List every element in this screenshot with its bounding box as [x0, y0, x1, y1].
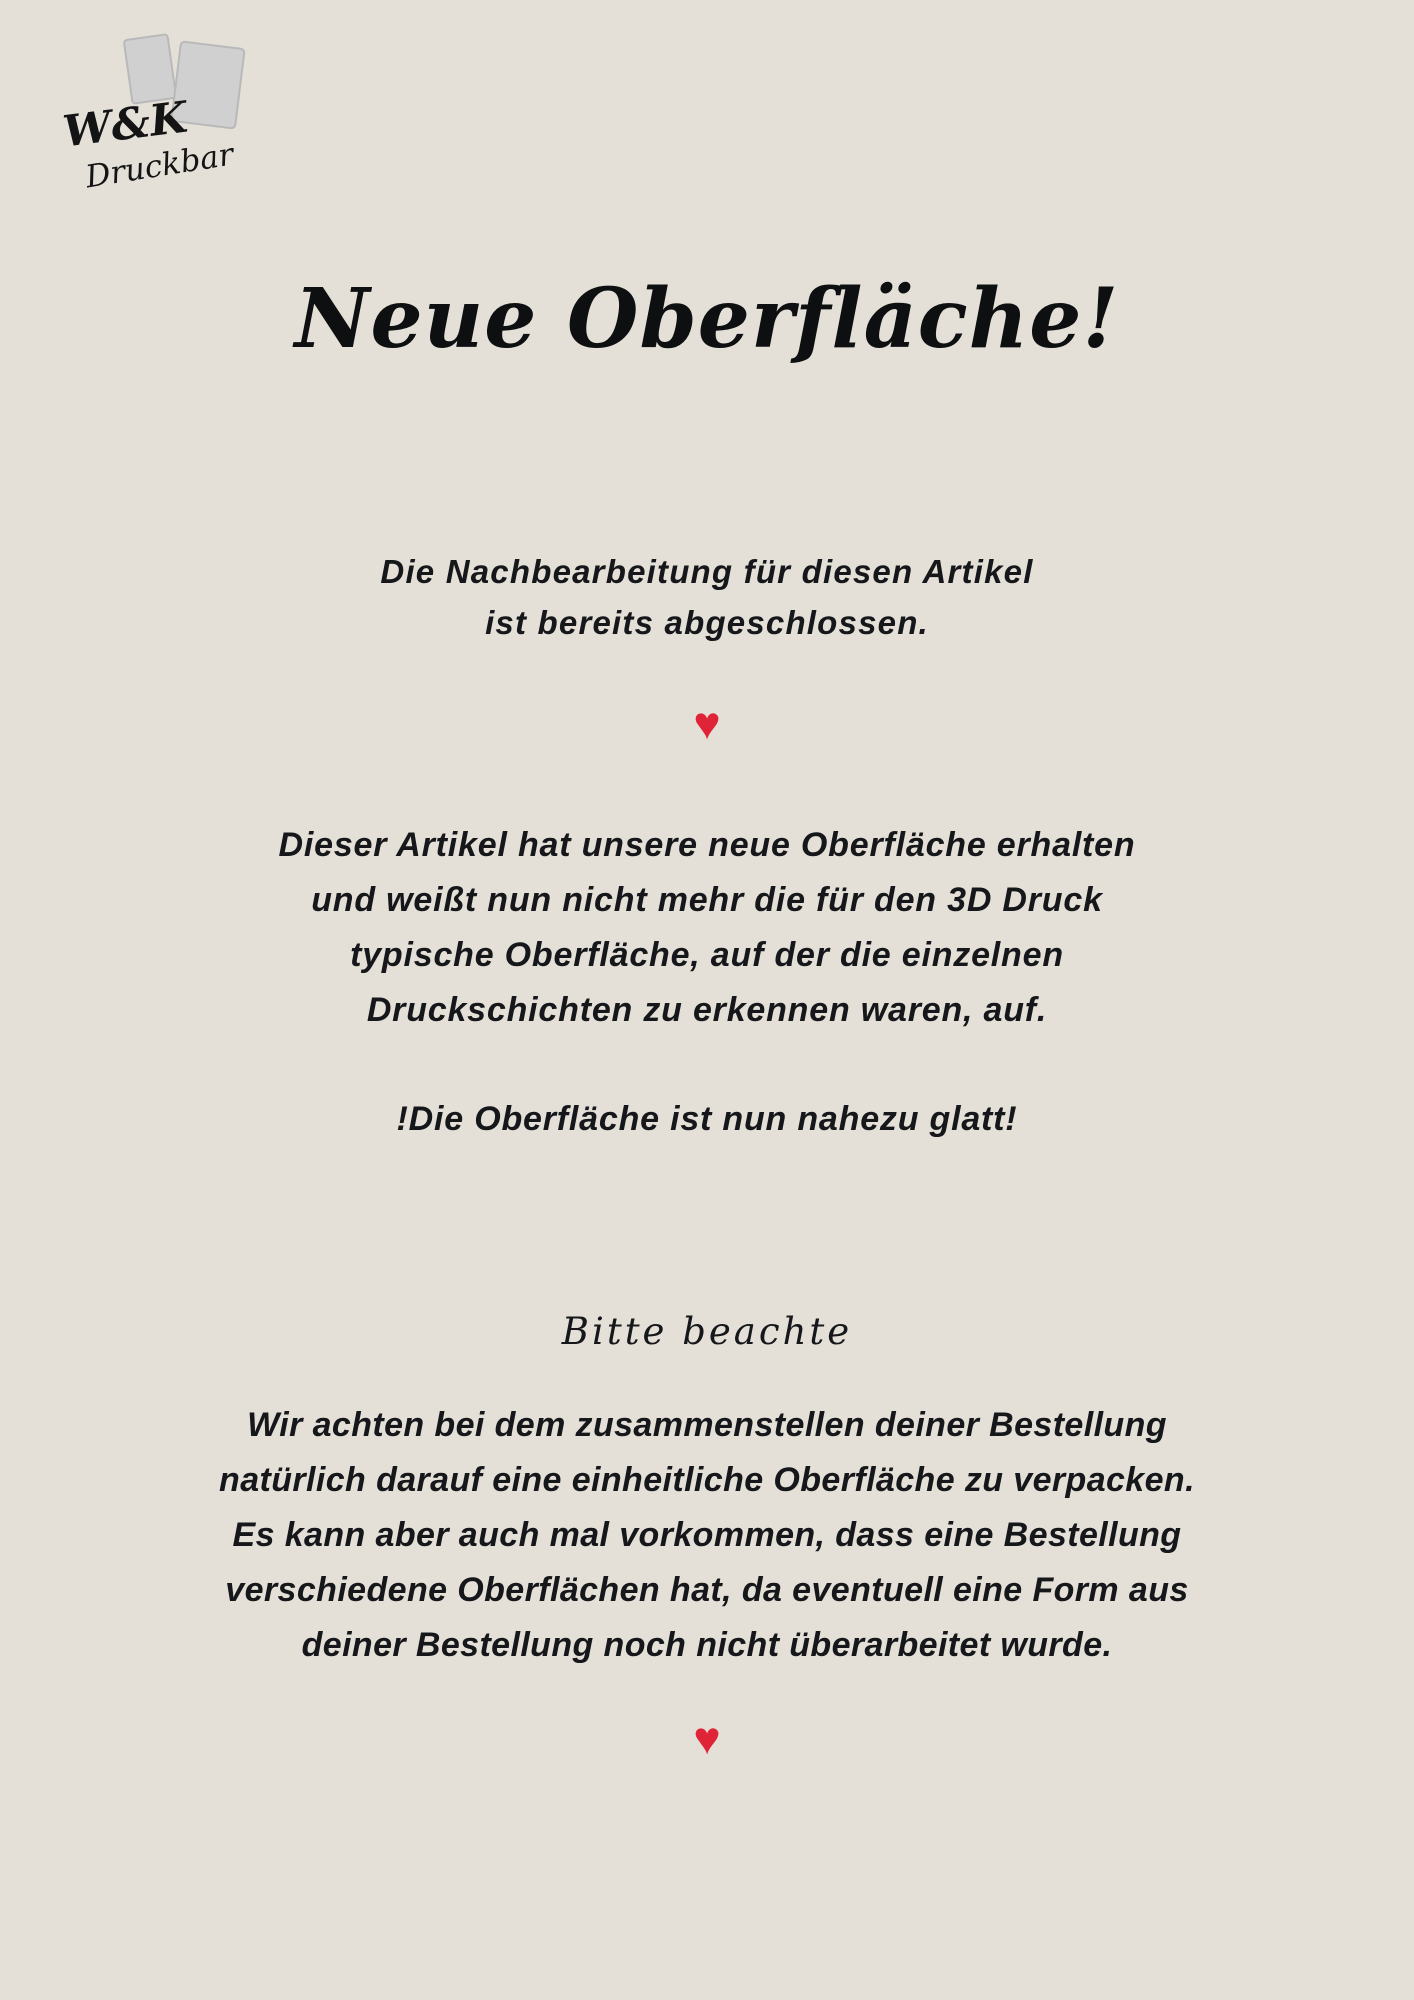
logo-brand-text: W&K — [60, 92, 191, 158]
logo-subtitle-text: Druckbar — [83, 136, 236, 196]
intro-paragraph — [0, 546, 1414, 648]
body-paragraph-2 — [0, 1398, 1414, 1673]
brand-logo — [55, 30, 265, 196]
body-paragraph-1 — [0, 818, 1414, 1038]
body1-line-3: typische Oberfläche, auf der die einzelnen — [350, 936, 1064, 975]
intro-line-2: ist bereits abgeschlossen. — [485, 604, 929, 642]
body2-line-5: deiner Bestellung noch nicht überarbeitet wurde. — [301, 1626, 1113, 1665]
body2-line-2: natürlich darauf eine einheitliche Oberfläche zu verpacken. — [219, 1461, 1195, 1500]
heart-icon: ♥ — [693, 697, 721, 749]
body2-line-1: Wir achten bei dem zusammenstellen deiner Bestellung — [247, 1406, 1167, 1444]
note-title: Bitte beachte — [561, 1310, 853, 1353]
body1-line-1: Dieser Artikel hat unsere neue Oberfläche erhalten — [278, 826, 1136, 864]
emphasis-text: !Die Oberfläche ist nun nahezu glatt! — [396, 1100, 1018, 1138]
page-title: Neue Oberfläche! — [294, 271, 1120, 367]
body2-line-3: Es kann aber auch mal vorkommen, dass eine Bestellung — [232, 1516, 1182, 1555]
body1-line-4: Druckschichten zu erkennen waren, auf. — [366, 991, 1048, 1030]
body2-line-4: verschiedene Oberflächen hat, da eventuell eine Form aus — [225, 1571, 1189, 1610]
intro-line-1: Die Nachbearbeitung für diesen Artikel — [380, 553, 1034, 590]
body1-line-2: und weißt nun nicht mehr die für den 3D Druck — [311, 881, 1103, 920]
heart-icon-bottom: ♥ — [693, 1712, 721, 1764]
